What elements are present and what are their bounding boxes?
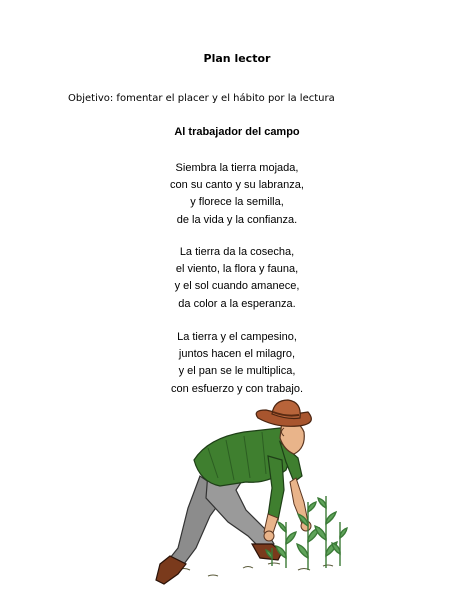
poem-line: de la vida y la confianza. [176,213,298,226]
poem-line: y el pan se le multiplica, [178,365,296,378]
plant-1 [276,522,296,568]
stanza-2 [0,244,474,313]
plant-4 [332,522,347,566]
farmer-planting-icon [148,398,348,590]
poem-line: La tierra y el campesino, [177,331,297,343]
poem-line: Siembra la tierra mojada, [175,162,299,174]
hand-back [264,531,274,541]
stanza-1 [0,160,474,229]
poem-line: y florece la semilla, [190,196,284,209]
poem-line: La tierra da la cosecha, [179,246,295,258]
poem-line: y el sol cuando amanece, [174,280,300,293]
poem-title: Al trabajador del campo [174,126,300,138]
poem-line: el viento, la flora y fauna, [175,263,299,276]
arm-back [268,456,284,520]
poem-line: juntos hacen el milagro, [178,348,296,361]
objective-text: Objetivo: fomentar el placer y el hábito por la lectura [68,93,335,104]
poem-line: con esfuerzo y con trabajo. [170,382,304,395]
plant-3 [315,496,337,568]
stanza-3 [0,329,474,398]
page-title: Plan lector [203,52,271,65]
poem-line: da color a la esperanza. [178,297,296,310]
poem-line: con su canto y su labranza, [170,179,304,192]
